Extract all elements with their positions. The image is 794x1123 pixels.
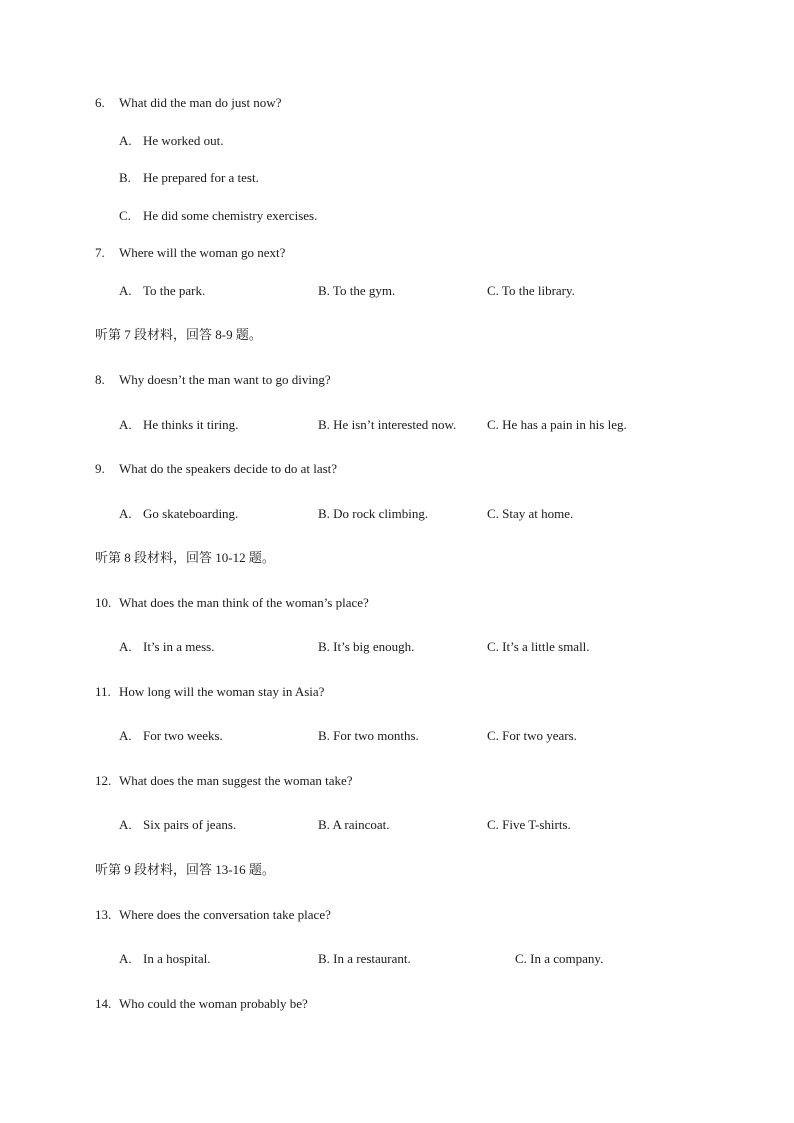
- option-letter: A.: [119, 283, 132, 298]
- option-10b: B. It’s big enough.: [318, 639, 415, 654]
- question-text: What does the man suggest the woman take?: [119, 773, 353, 788]
- option-text: He prepared for a test.: [143, 170, 259, 185]
- question-13: [95, 907, 331, 923]
- option-9a: [119, 506, 238, 522]
- option-11b: B. For two months.: [318, 728, 419, 743]
- question-12: [95, 773, 353, 789]
- option-text: It’s in a mess.: [143, 639, 215, 654]
- option-11c: C. For two years.: [487, 728, 577, 743]
- option-7a: [119, 283, 205, 299]
- question-14: [95, 996, 308, 1012]
- question-text: What does the man think of the woman’s place?: [119, 595, 369, 610]
- option-6c: [119, 208, 317, 224]
- question-number: 10.: [95, 595, 112, 610]
- option-13a: [119, 951, 211, 967]
- option-letter: A.: [119, 639, 132, 654]
- question-number: 6.: [95, 95, 105, 110]
- section-heading-9: 听第 9 段材料，回答 13-16 题。: [95, 862, 275, 877]
- option-8a: [119, 417, 238, 433]
- question-number: 12.: [95, 773, 112, 788]
- question-number: 8.: [95, 372, 105, 387]
- option-text: To the park.: [143, 283, 206, 298]
- question-text: What do the speakers decide to do at last?: [119, 461, 338, 476]
- option-text: Six pairs of jeans.: [143, 817, 237, 832]
- option-13c: C. In a company.: [515, 951, 604, 966]
- question-11: [95, 684, 324, 700]
- option-letter: A.: [119, 506, 132, 521]
- option-9b: B. Do rock climbing.: [318, 506, 429, 521]
- option-6b: [119, 170, 259, 186]
- option-10a: [119, 639, 215, 655]
- question-text: What did the man do just now?: [119, 95, 282, 110]
- question-8: [95, 372, 331, 388]
- option-text: He thinks it tiring.: [143, 417, 239, 432]
- question-number: 9.: [95, 461, 105, 476]
- option-12b: B. A raincoat.: [318, 817, 390, 832]
- question-10: [95, 595, 369, 611]
- option-12c: C. Five T-shirts.: [487, 817, 571, 832]
- question-text: Where will the woman go next?: [119, 245, 286, 260]
- question-number: 11.: [95, 684, 111, 699]
- option-letter: B.: [119, 170, 131, 185]
- option-8c: C. He has a pain in his leg.: [487, 417, 627, 432]
- option-7b: B. To the gym.: [318, 283, 396, 298]
- option-text: Go skateboarding.: [143, 506, 239, 521]
- section-heading-8: 听第 8 段材料，回答 10-12 题。: [95, 550, 275, 565]
- question-6: [95, 95, 281, 111]
- option-11a: [119, 728, 223, 744]
- option-text: He worked out.: [143, 133, 224, 148]
- question-text: How long will the woman stay in Asia?: [119, 684, 325, 699]
- option-13b: B. In a restaurant.: [318, 951, 411, 966]
- option-letter: A.: [119, 728, 132, 743]
- option-12a: [119, 817, 236, 833]
- question-text: Why doesn’t the man want to go diving?: [119, 372, 331, 387]
- section-heading-7: 听第 7 段材料，回答 8-9 题。: [95, 327, 262, 342]
- question-text: Who could the woman probably be?: [119, 996, 308, 1011]
- option-7c: C. To the library.: [487, 283, 575, 298]
- option-text: In a hospital.: [143, 951, 211, 966]
- option-text: For two weeks.: [143, 728, 223, 743]
- question-number: 13.: [95, 907, 112, 922]
- option-9c: C. Stay at home.: [487, 506, 574, 521]
- option-letter: A.: [119, 133, 132, 148]
- option-letter: A.: [119, 417, 132, 432]
- question-text: Where does the conversation take place?: [119, 907, 331, 922]
- option-letter: C.: [119, 208, 131, 223]
- question-number: 14.: [95, 996, 112, 1011]
- option-6a: [119, 133, 224, 149]
- option-8b: B. He isn’t interested now.: [318, 417, 457, 432]
- option-text: He did some chemistry exercises.: [143, 208, 318, 223]
- question-9: [95, 461, 337, 477]
- question-number: 7.: [95, 245, 105, 260]
- option-10c: C. It’s a little small.: [487, 639, 590, 654]
- question-7: [95, 245, 285, 261]
- option-letter: A.: [119, 951, 132, 966]
- option-letter: A.: [119, 817, 132, 832]
